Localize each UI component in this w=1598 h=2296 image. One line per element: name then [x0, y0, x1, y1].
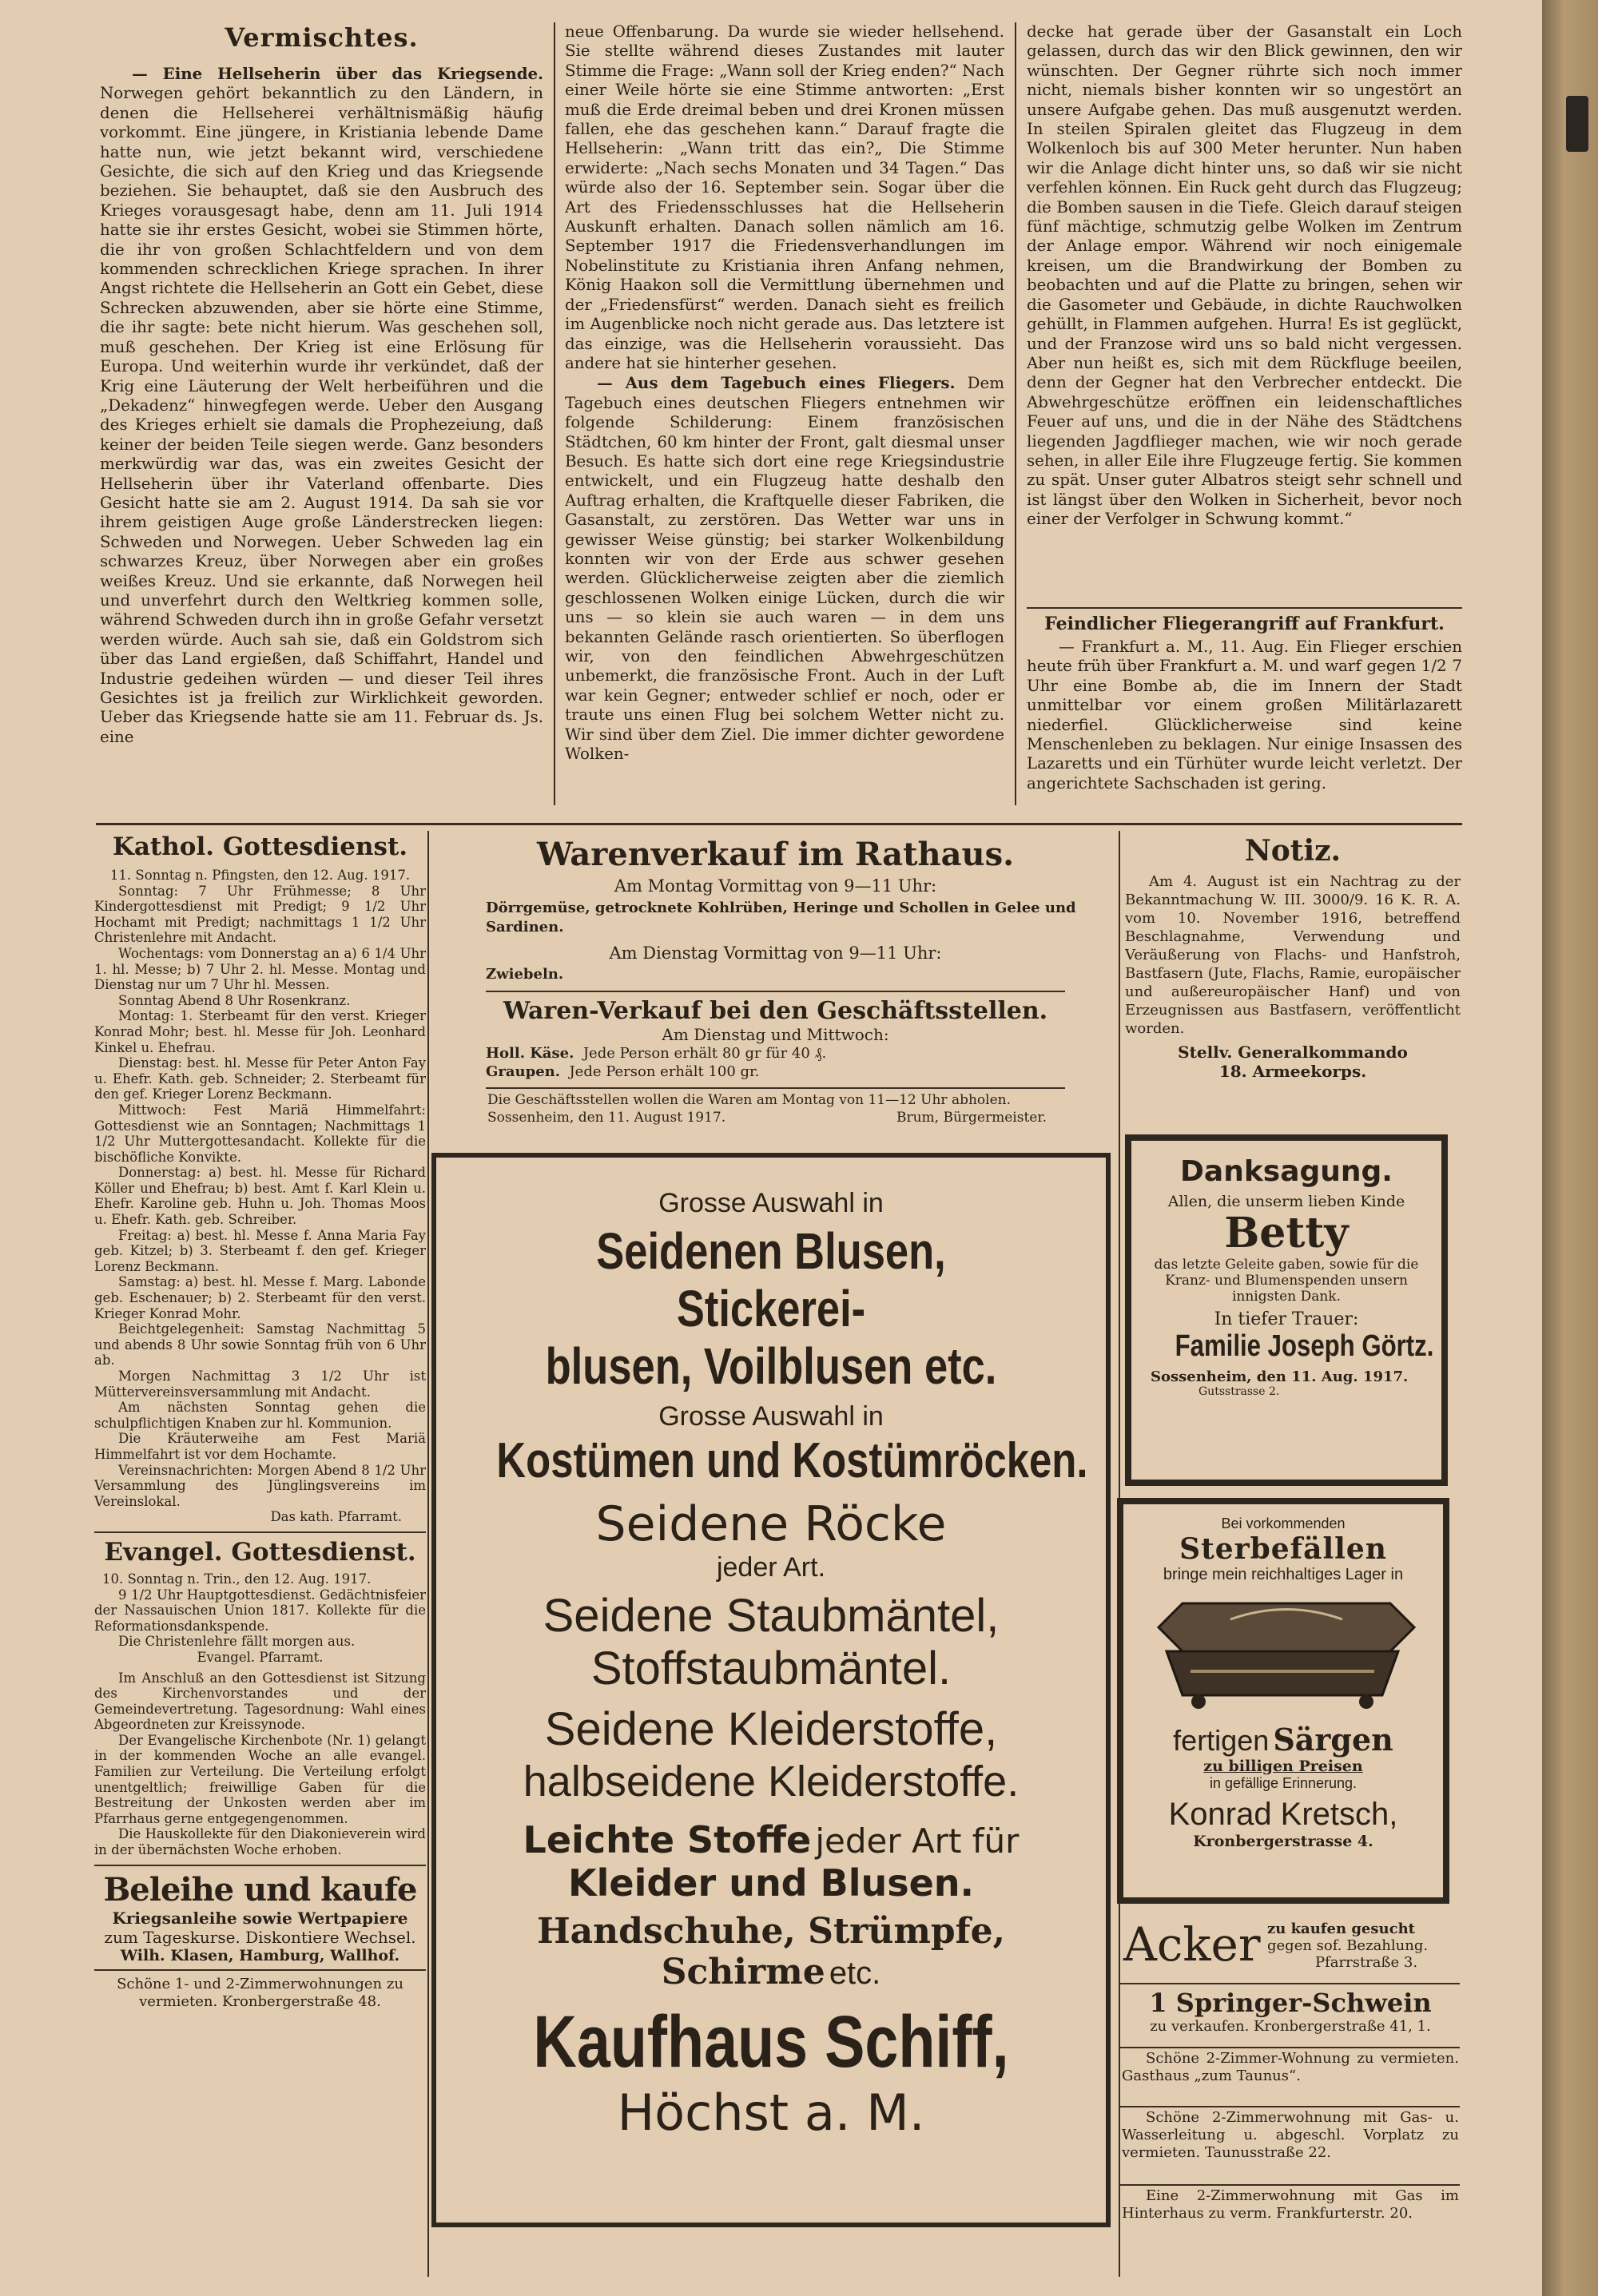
- classified-ad: [1122, 2187, 1459, 2235]
- wohnung-ad: Schöne 1- und 2-Zimmerwohnungen zu vermieten. Kronbergerstraße 48.: [117, 1975, 403, 2010]
- danksagung-line: das letzte Geleite gaben, sowie für die Kranz- und Blumenspenden unsern innigsten Dank.: [1154, 1257, 1419, 1305]
- article-body: [565, 373, 1004, 764]
- danksagung-line: Allen, die unserm lieben Kinde: [1167, 1193, 1405, 1210]
- article-text: Dem Tagebuch eines deutschen Fliegers entnehmen wir folgende Schilderung: Einem französischen Städtchen, 60 km hinter der Front, galt diesmal unser Besuch. Es hatte sich dort eine rege Kriegsindustrie entwickelt, und ein Flugzeug hatte deshalb den Auftrag erhalten, die Kraftquelle dieser Fabriken, die Gasanstalt, zu zerstören. Das Wetter war uns in gewisser Weise günstig; bei starker Wolkenbildung konnten wir von der Erde aus schwer gesehen werden. Glücklicherweise zeigten aber die ziemlich geschlossenen Wolken einige Lücken, durch die wir uns — so klein sie auch waren — in dem uns bekannten Gelände rasch orientierten. So überflogen wir, von den feindlichen Abwehrgeschützen unbemerkt, die französische Front. Auch in der Luft war kein Gegner; entweder schlief er noch, oder er traute uns einen Flug bei solchem Wetter nicht zu. Wir sind über dem Ziel. Die immer dichter gewordene Wolken-: [565, 374, 1004, 764]
- kathol-line: Sonntag: 7 Uhr Frühmesse; 8 Uhr Kindergottesdienst mit Predigt; 9 1/2 Uhr Hochamt mit Predigt; nachmittags 1 1/2 Uhr Christenlehre mit Andacht.: [94, 883, 426, 946]
- article-text: neue Offenbarung. Da wurde sie wieder hellsehend. Sie stellte während dieses Zustandes mit lauter Stimme die Frage: „Wann soll der Krieg enden?“ Nach einer Weile hörte sie eine Stimme antworten: „Erst muß die Erde dreimal beben und drei Kronen müssen fallen, ehe das geschehen kann.“ Darauf fragte die Hellseherin: „Wann tritt das ein?„ Die Stimme erwiderte: „Nach sechs Monaten und 34 Tagen.“ Das würde also der 16. September sein. Sogar über die Art des Friedensschlusses hat die Hellseherin Auskunft erhalten. Danach sollen nämlich am 16. September 1917 die Friedensverhandlungen im Nobelinstitute zu Kristiania ihren Anfang nehmen, König Haakon soll die Vermittlung übernehmen und der „Friedensfürst“ werden. Danach sieht es freilich im Augenblicke noch nicht gerade aus. Das letztere ist das einzige, was die Hellseherin voraussieht. Das andere hat sie hinterher gesehen.: [565, 22, 1004, 372]
- item-name: Holl. Käse.: [486, 1045, 574, 1062]
- article-title: Feindlicher Fliegerangriff auf Frankfurt.: [1044, 614, 1445, 634]
- article-text: Norwegen gehört bekanntlich zu den Ländern, in denen die Hellseherei verhältnismäßig häufig vorkommt. Eine jüngere, in Kristiania lebende Dame hatte nun, wie jetzt bekannt wird, verschiedene Gesichte, die sich auf den Krieg und das Kriegsende beziehen. Sie behauptet, daß sie den Ausbruch des Krieges vorausgesagt habe, denn am 11. Juli 1914 hatte sie ihr erstes Gesicht, wobei sie Stimmen hörte, die ihr von großen Schlachtfeldern und von dem kommenden schrecklichen Kriege sprachen. In ihrer Angst richtete die Hellseherin an Gott ein Gebet, diese Schrecken abzuwenden, aber sie hörte eine Stimme, die ihr sagte: bete nicht hierum. Was geschehen soll, muß geschehen. Der Krieg ist eine Erlösung für Europa. Und weiterhin wurde ihr verkündet, daß der Krig eine Läuterung der Welt herbeiführen und die „Dekadenz“ hinwegfegen werde. Ueber den Ausgang des Krieges erhielt sie damals die Prophezeiung, daß keiner der beiden Teile siegen werde. Ganz besonders merkwürdig war das, was ein zweites Gesicht der Hellseherin über ihr Vaterland offenbarte. Dies Gesicht hatte sie am 2. August 1914. Da sah sie vor ihrem geistigen Auge große Länderstrecken liegen: Schweden und Norwegen. Ueber Schweden lag ein schwarzes Kreuz, über Norwegen aber ein großes weißes Kreuz. Und sie erkannte, daß Norwegen heil und unverfehrt durch den Weltkrieg kommen solle, während Schweden durch ihn in große Gefahr versetzt werden würde. Auch sah sie, daß ein Goldstrom sich über das Land ergießen, daß Schiffahrt, Handel und Industrie gedeihen würden — und dieser Teil ihres Gesichtes ist ja freilich zur Wirklichkeit geworden. Ueber das Kriegsende hatte sie am 11. Februar ds. Js. eine: [100, 84, 543, 746]
- kretsch-line: Sterbefällen: [1179, 1532, 1387, 1566]
- binding-tab: [1566, 96, 1588, 152]
- kretsch-word: Särgen: [1273, 1722, 1393, 1758]
- monday-line: Am Montag Vormittag von 9—11 Uhr:: [614, 876, 937, 896]
- article-title: — Eine Hellseherin über das Kriegsende.: [132, 64, 543, 83]
- classified-ad: [1122, 2050, 1459, 2103]
- warenverkauf-title2: Waren-Verkauf bei den Geschäftsstellen.: [503, 997, 1048, 1025]
- column-divider: [1015, 22, 1016, 805]
- ad-line: halbseidene Kleiderstoffe.: [523, 1758, 1020, 1805]
- kretsch-street: Kronbergerstrasse 4.: [1193, 1833, 1373, 1850]
- danksagung-ad: [1125, 1134, 1448, 1486]
- schwein-ad: [1119, 1988, 1462, 2044]
- article-text: — Frankfurt a. M., 11. Aug. Ein Flieger erschien heute früh über Frankfurt a. M. und warf gegen 1/2 7 Uhr eine Bombe ab, die im Innern der Stadt unmittelbar vor einem großen Militärlazarett niederfiel. Glücklicherweise sind keine Menschenleben zu beklagen. Nur einige Insassen des Lazaretts und ein Türhüter wurde leicht verletzt. Der angerichtete Sachschaden ist gering.: [1027, 638, 1462, 792]
- kathol-line: Dienstag: best. hl. Messe für Peter Anton Fay u. Ehefr. Kath. geb. Schneider; 2. Sterbeamt für den gef. Krieger Lorenz Beckmann.: [94, 1055, 426, 1102]
- ad-line: blusen, Voilblusen etc.: [545, 1337, 997, 1395]
- acker-line: zu kaufen gesucht: [1267, 1921, 1415, 1937]
- ad-line: jeder Art.: [716, 1552, 826, 1583]
- ad-line: [436, 1952, 1106, 1992]
- tuesday-items: Zwiebeln.: [486, 966, 564, 983]
- acker-line: Pfarrstraße 3.: [1315, 1954, 1418, 1971]
- ad-line: Grosse Auswahl in: [658, 1188, 884, 1218]
- kathol-line: Morgen Nachmittag 3 1/2 Uhr ist Müttervereinsversammlung mit Andacht.: [94, 1368, 426, 1400]
- classified-text: Schöne 2-Zimmerwohnung mit Gas- u. Wasserleitung u. abgeschl. Vorplatz zu vermieten. Taunusstraße 22.: [1122, 2109, 1459, 2161]
- place-date: Sossenheim, den 11. August 1917.: [487, 1110, 726, 1126]
- ad-line: Kleider und Blusen.: [567, 1861, 975, 1905]
- beleihe-title: Beleihe und kaufe: [103, 1870, 417, 1909]
- evangel-line: Die Hauskollekte für den Diakonieverein wird in der übernächsten Woche erhoben.: [94, 1826, 426, 1858]
- column-divider: [554, 22, 555, 805]
- kathol-line: Donnerstag: a) best. hl. Messe für Richard Köller und Ehefrau; b) best. Amt f. Karl Klein u. Ehefr. Karoline geb. Huhn u. Joh. Thomas Moos u. Ehefr. Kath. geb. Schreiber.: [94, 1165, 426, 1228]
- warenverkauf-footer: [487, 1110, 1047, 1126]
- beleihe-line: Kriegsanleihe sowie Wertpapiere: [112, 1908, 408, 1928]
- acker-lines: [1267, 1921, 1428, 1971]
- ad-line: [436, 1818, 1106, 1861]
- item-name: Graupen.: [486, 1063, 560, 1080]
- kathol-line: Die Kräuterweihe am Fest Mariä Himmelfahrt ist vor dem Hochamte.: [94, 1431, 426, 1462]
- kretsch-line: zu billigen Preisen: [1203, 1758, 1363, 1775]
- monday-items: Dörrgemüse, getrocknete Kohlrüben, Heringe und Schollen in Gelee und Sardinen.: [486, 900, 1076, 935]
- evangel-lines: [94, 1571, 426, 1858]
- ad-line: Seidene Staubmäntel,: [543, 1590, 1000, 1642]
- coffin-body: [1167, 1651, 1398, 1695]
- notiz-signer: Stellv. Generalkommando: [1178, 1043, 1408, 1062]
- ad-line: Seidene Röcke: [595, 1496, 947, 1552]
- column-gottesdienst: [94, 829, 426, 2275]
- kathol-signature: Das kath. Pfarramt.: [270, 1509, 402, 1525]
- sub-line: Am Dienstag und Mittwoch:: [662, 1025, 889, 1044]
- tuesday-line: Am Dienstag Vormittag von 9—11 Uhr:: [609, 943, 942, 963]
- kretsch-ad: [1117, 1498, 1449, 1904]
- family-name: Familie Joseph Görtz.: [1175, 1329, 1434, 1363]
- column-divider: [427, 831, 429, 2277]
- kretsch-line: Bei vorkommenden: [1221, 1515, 1346, 1531]
- classified-ad: [1122, 2109, 1459, 2183]
- ad-regular: etc.: [829, 1956, 881, 1991]
- kathol-line: Am nächsten Sonntag gehen die schulpflichtigen Knaben zur hl. Kommunion.: [94, 1400, 426, 1431]
- evangel-signature: Evangel. Pfarramt.: [197, 1649, 324, 1665]
- section-title: Vermischtes.: [225, 22, 419, 53]
- danksagung-street: Gutsstrasse 2.: [1198, 1385, 1280, 1398]
- ad-line: Stoffstaubmäntel.: [590, 1643, 952, 1694]
- notiz-text: Am 4. August ist ein Nachtrag zu der Bekanntmachung W. III. 3000/9. 16 K. R. A. vom 10. November 1916, betreffend Beschlagnahme, Verwendung und Veräußerung von Flachs- und Hanfstroh, Bastfasern (Jute, Flachs, Ramie, europäischer und außereuropäischer Hanf) und von Erzeugnissen aus Bastfasern, veröffentlicht worden.: [1125, 873, 1461, 1037]
- kretsch-line: in gefällige Erinnerung.: [1209, 1775, 1358, 1791]
- classified-text: Eine 2-Zimmerwohnung mit Gas im Hinterhaus zu verm. Frankfurterstr. 20.: [1122, 2187, 1459, 2222]
- kathol-lines: [94, 868, 426, 1525]
- warenverkauf-title: Warenverkauf im Rathaus.: [536, 836, 1015, 873]
- warenverkauf-notice: [438, 831, 1113, 1146]
- evangel-line: Die Christenlehre fällt morgen aus.: [118, 1634, 356, 1650]
- ad-bold: Leichte Stoffe: [523, 1818, 812, 1861]
- schwein-line: zu verkaufen. Kronbergerstraße 41, 1.: [1150, 2018, 1431, 2035]
- kathol-line: Freitag: a) best. hl. Messe f. Anna Maria Fay geb. Kitzel; b) 3. Sterbeamt f. den gef. Krieger Lorenz Beckmann.: [94, 1227, 426, 1274]
- classified-text: Schöne 2-Zimmer-Wohnung zu vermieten. Gasthaus „zum Taunus“.: [1122, 2050, 1459, 2084]
- acker-big: Acker: [1123, 1917, 1261, 1972]
- horizontal-divider: [96, 823, 1462, 825]
- evangel-line: Im Anschluß an den Gottesdienst ist Sitzung des Kirchenvorstandes und der Gemeindevertretung. Tagesordnung: Wahl eines Abgeordneten zur Kreissynode.: [94, 1670, 426, 1733]
- evangel-line: 10. Sonntag n. Trin., den 12. Aug. 1917.: [102, 1571, 372, 1587]
- article-body: [100, 64, 543, 747]
- horizontal-divider: [1120, 2184, 1460, 2186]
- beleihe-ad: [94, 1866, 426, 1969]
- ad-regular: jeder Art für: [815, 1821, 1020, 1861]
- coffin-foot: [1191, 1694, 1206, 1709]
- ad-line: Seidenen Blusen, Stickerei-: [596, 1222, 946, 1337]
- horizontal-divider: [1120, 2106, 1460, 2107]
- warenverkauf-note: Die Geschäftsstellen wollen die Waren am Montag von 11—12 Uhr abholen.: [487, 1092, 1011, 1108]
- kathol-line: Wochentags: vom Donnerstag an a) 6 1/4 Uhr 1. hl. Messe; b) 7 Uhr 2. hl. Messe. Montag und Dienstag nur um 7 Uhr hl. Messen.: [94, 945, 426, 993]
- kretsch-line: [1133, 1722, 1433, 1758]
- danksagung-place: Sossenheim, den 11. Aug. 1917.: [1151, 1368, 1409, 1385]
- item-list: [486, 1044, 1113, 1081]
- notiz-signer: 18. Armeekorps.: [1218, 1062, 1367, 1081]
- horizontal-divider: [1120, 1983, 1460, 1984]
- binding-spine: [1542, 0, 1598, 2296]
- kathol-line: Sonntag Abend 8 Uhr Rosenkranz.: [118, 992, 351, 1008]
- coffin-foot: [1359, 1694, 1373, 1709]
- notiz-title: Notiz.: [1244, 834, 1342, 868]
- column-hellseherin-cont: [565, 22, 1004, 809]
- article-text: decke hat gerade über der Gasanstalt ein Loch gelassen, durch das wir den Blick gewinnen, den wir wünschten. Der Gegner rührte sich noch immer nicht, niemals bisher konnten wir so ungestört an unsere Aufgabe gehen. Das muß ausgenutzt werden. In steilen Spiralen gleitet das Flugzeug in dem Wolkenloch bis auf 300 Meter herunter. Nun haben wir die Anlage dicht hinter uns, so daß wir sie nicht verfehlen können. Ein Ruck geht durch das Flugzeug; die Bomben sausen in die Tiefe. Gleich darauf steigen fünf mächtige, schmutzig gelbe Wolken im Zentrum der Anlage empor. Während wir noch einigemale kreisen, um die Brandwirkung der Bomben zu beobachten und auf die Platte zu bringen, sehen wir die Gasometer und Gebäude, in dichte Rauchwolken gehüllt, in Flammen aufgehen. Hurra! Es ist geglückt, und der Franzose wird uns so bald nicht vergessen. Aber nun heißt es, sich mit dem Rückfluge beeilen, denn der Gegner hat den Verbrecher entdeckt. Die Abwehrgeschütze eröffnen ein leidenschaftliches Feuer auf uns, und die in der Nähe des Städtchens liegenden Jagdflieger machen, wie wir noch gerade sehen, in aller Eile ihre Flugzeuge fertig. Sie kommen zu spät. Unser guter Albatros steigt sehr schnell und ist längst über den Wolken in Sicherheit, bevor noch einer der Verfolger in Schwung kommt.“: [1027, 22, 1462, 529]
- evangel-line: Der Evangelische Kirchenbote (Nr. 1) gelangt in der kommenden Woche an alle evangel. Familien zur Verteilung. Die Verteilung erfolgt unentgeltlich; freiwillige Gaben für die Bestreitung der Unkosten werden aber im Pfarrhaus gerne entgegengenommen.: [94, 1732, 426, 1826]
- ad-line: Seidene Kleiderstoffe,: [544, 1703, 998, 1755]
- kaufhaus-schiff-ad: [431, 1153, 1111, 2227]
- ad-line: Handschuhe, Strümpfe,: [537, 1911, 1005, 1952]
- beleihe-line: Wilh. Klasen, Hamburg, Wallhof.: [120, 1946, 400, 1964]
- danksagung-line: In tiefer Trauer:: [1214, 1309, 1359, 1329]
- item-text: Jede Person erhält 80 gr für 40 ₰.: [582, 1045, 827, 1062]
- store-name: Kaufhaus Schiff,: [533, 2001, 1009, 2083]
- danksagung-title: Danksagung.: [1180, 1155, 1393, 1188]
- child-name: Betty: [1224, 1209, 1349, 1257]
- column-vermischtes: [100, 22, 543, 805]
- acker-ad: [1119, 1917, 1462, 1981]
- horizontal-divider: [1120, 2047, 1460, 2048]
- kathol-line: Montag: 1. Sterbeamt für den verst. Krieger Konrad Mohr; best. hl. Messe für Joh. Leonhard Kinkel u. Ehefrau.: [94, 1008, 426, 1055]
- article-title: — Aus dem Tagebuch eines Fliegers.: [597, 373, 956, 393]
- evangel-title: Evangel. Gottesdienst.: [104, 1537, 416, 1567]
- kretsch-line: bringe mein reichhaltiges Lager in: [1163, 1566, 1404, 1583]
- item-text: Jede Person erhält 100 gr.: [569, 1063, 760, 1080]
- item-row: [486, 1063, 1113, 1081]
- schwein-title: 1 Springer-Schwein: [1149, 1988, 1432, 2018]
- kathol-line: Beichtgelegenheit: Samstag Nachmittag 5 und abends 8 Uhr sowie Sonntag früh von 6 Uhr ab.: [94, 1321, 426, 1368]
- beleihe-line: zum Tageskurse. Diskontiere Wechsel.: [104, 1927, 416, 1947]
- kretsch-name: Konrad Kretsch,: [1168, 1797, 1398, 1832]
- ad-line: Kostümen und Kostümröcken.: [496, 1433, 1088, 1488]
- kathol-title: Kathol. Gottesdienst.: [112, 832, 408, 861]
- acker-line: gegen sof. Bezahlung.: [1267, 1937, 1429, 1954]
- signer: Brum, Bürgermeister.: [896, 1110, 1047, 1126]
- store-city: Höchst a. M.: [617, 2083, 925, 2142]
- evangel-line: 9 1/2 Uhr Hauptgottesdienst. Gedächtnisfeier der Nassauischen Union 1817. Kollekte für die Reformationsdankspende.: [94, 1587, 426, 1634]
- kathol-line: Mittwoch: Fest Mariä Himmelfahrt: Gottesdienst wie an Sonntagen; Nachmittags 1 1/2 Uhr Muttergottesandacht. Kollekte für die bischöfliche Konvikte.: [94, 1102, 426, 1165]
- ad-line: Grosse Auswahl in: [658, 1401, 884, 1432]
- notiz-notice: [1125, 831, 1461, 1126]
- kathol-line: 11. Sonntag n. Pfingsten, den 12. Aug. 1917.: [109, 868, 411, 883]
- kathol-line: Vereinsnachrichten: Morgen Abend 8 1/2 Uhr Versammlung des Jünglingsvereins im Vereinslokal.: [94, 1462, 426, 1509]
- ad-bold: Schirme: [661, 1952, 825, 1992]
- column-flieger: [1027, 22, 1462, 813]
- item-row: [486, 1044, 1113, 1063]
- kathol-line: Samstag: a) best. hl. Messe f. Marg. Labonde geb. Eschenauer; b) 2. Sterbeamt für den verst. Krieger Konrad Mohr.: [94, 1274, 426, 1321]
- kretsch-word: fertigen: [1173, 1724, 1270, 1757]
- coffin-image: [1135, 1595, 1432, 1715]
